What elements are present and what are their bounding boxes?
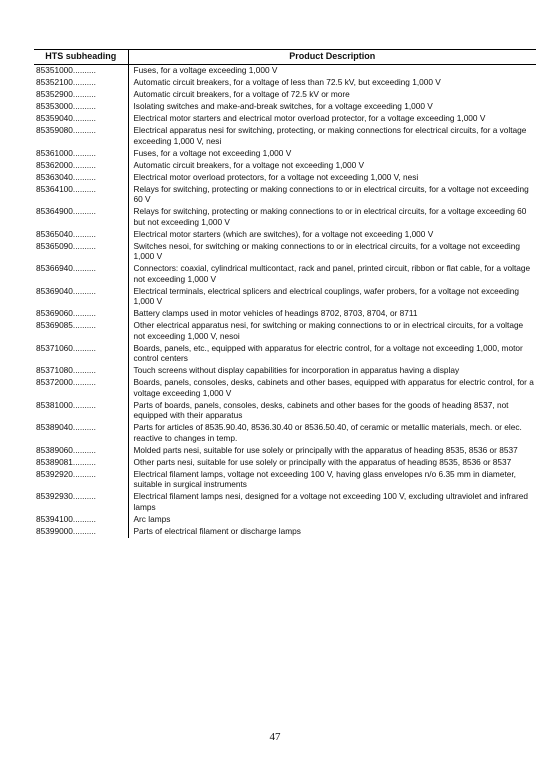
product-description-cell: Other parts nesi, suitable for use solely or principally with the apparatus of heading 8535, 8536 or 8537 [133, 456, 512, 467]
hts-code-cell: 85351000.......... [34, 65, 128, 78]
table-row [34, 400, 536, 423]
table-row [34, 241, 536, 264]
table-row [34, 101, 536, 113]
product-description-cell: Boards, panels, consoles, desks, cabinets and other bases, equipped with apparatus for electric control, for a voltage exceeding 1,000 V [133, 377, 534, 398]
hts-code-cell: 85371060.......... [34, 343, 128, 366]
table-row [34, 148, 536, 160]
product-description-cell: Other electrical apparatus nesi, for switching or making connections to or in electrical circuits, for a voltage not exceeding 1,000 V, nesoi [133, 320, 524, 341]
product-description-cell: Switches nesoi, for switching or making connections to or in electrical circuits, for a voltage not exceeding 1,000 V [133, 240, 520, 261]
header-row [34, 50, 536, 65]
table-row [34, 160, 536, 172]
table-row [34, 184, 536, 207]
product-description-cell: Electrical motor overload protectors, for a voltage not exceeding 1,000 V, nesi [133, 171, 419, 182]
table-header [34, 50, 536, 65]
table-row [34, 206, 536, 229]
table-row [34, 125, 536, 148]
table-row [34, 229, 536, 241]
table-row [34, 113, 536, 125]
hts-code-cell: 85399000.......... [34, 526, 128, 538]
product-description-cell: Electrical motor starters (which are switches), for a voltage not exceeding 1,000 V [133, 228, 434, 239]
hts-table [34, 49, 536, 538]
hts-code-cell: 85369060.......... [34, 308, 128, 320]
table-row [34, 377, 536, 400]
product-description-cell: Relays for switching, protecting or making connections to or in electrical circuits, for a voltage exceeding 60 but not exceeding 1,000 V [133, 206, 527, 227]
product-description-cell: Automatic circuit breakers, for a voltage of 72.5 kV or more [133, 89, 350, 99]
hts-code-cell: 85369085.......... [34, 320, 128, 343]
product-description-cell: Parts of electrical filament or discharge lamps [133, 525, 301, 536]
hts-code-cell: 85352100.......... [34, 77, 128, 89]
hts-code-cell: 85364100.......... [34, 184, 128, 207]
table-row [34, 422, 536, 445]
table-row [34, 320, 536, 343]
hts-code-cell: 85394100.......... [34, 514, 128, 526]
product-description-cell: Fuses, for a voltage not exceeding 1,000 V [133, 147, 292, 158]
hts-code-cell: 85353000.......... [34, 101, 128, 113]
product-description-cell: Automatic circuit breakers, for a voltage not exceeding 1,000 V [133, 159, 365, 170]
table-row [34, 89, 536, 101]
product-description-cell: Electrical filament lamps nesi, designed for a voltage not exceeding 100 V, excluding ultraviolet and infrared lamps [133, 491, 528, 512]
product-description-cell: Battery clamps used in motor vehicles of headings 8702, 8703, 8704, or 8711 [133, 308, 418, 318]
table-row [34, 77, 536, 89]
product-description-cell: Fuses, for a voltage exceeding 1,000 V [133, 65, 278, 75]
table-row [34, 365, 536, 377]
hts-code-cell: 85392920.......... [34, 469, 128, 492]
product-description-cell: Boards, panels, etc., equipped with apparatus for electric control, for a voltage not exceeding 1,000, motor control centers [133, 342, 523, 363]
table-row [34, 514, 536, 526]
table-body [34, 65, 536, 538]
product-description-cell: Isolating switches and make-and-break switches, for a voltage exceeding 1,000 V [133, 101, 433, 111]
table-row [34, 65, 536, 78]
hts-code-cell: 85364900.......... [34, 206, 128, 229]
table-row [34, 526, 536, 538]
table-row [34, 263, 536, 286]
product-description-cell: Automatic circuit breakers, for a voltage of less than 72.5 kV, but exceeding 1,000 V [133, 77, 441, 87]
product-description-cell: Arc lamps [133, 513, 171, 524]
product-description-cell: Touch screens without display capabilities for incorporation in apparatus having a display [133, 365, 460, 375]
table-row [34, 469, 536, 492]
page-number: 47 [269, 731, 281, 743]
hts-code-cell: 85389081.......... [34, 457, 128, 469]
table-row [34, 172, 536, 184]
hts-code-cell: 85361000.......... [34, 148, 128, 160]
hts-code-cell: 85352900.......... [34, 89, 128, 101]
product-description-cell: Electrical terminals, electrical splicers and electrical couplings, wafer probers, for a voltage not exceeding 1,000 V [133, 285, 520, 306]
hts-code-cell: 85369040.......... [34, 286, 128, 309]
hts-code-cell: 85381000.......... [34, 400, 128, 423]
hts-code-cell: 85389060.......... [34, 445, 128, 457]
hts-code-cell: 85359080.......... [34, 125, 128, 148]
product-description-cell: Electrical filament lamps, voltage not exceeding 100 V, having glass envelopes n/o 6.35 mm in diameter, suitable in surgical instruments [133, 468, 516, 489]
product-description-cell: Connectors: coaxial, cylindrical multicontact, rack and panel, printed circuit, ribbon or flat cable, for a voltage not exceeding 1,000 V [133, 263, 531, 284]
table-row [34, 308, 536, 320]
hts-code-cell: 85389040.......... [34, 422, 128, 445]
hts-code-cell: 85363040.......... [34, 172, 128, 184]
product-description-cell: Parts of boards, panels, consoles, desks, cabinets and other bases for the goods of heading 8537, not equipped with their apparatus [133, 399, 509, 420]
hts-code-cell: 85365040.......... [34, 229, 128, 241]
product-description-cell: Electrical motor starters and electrical motor overload protector, for a voltage exceeding 1,000 V [133, 113, 486, 123]
product-description-cell: Molded parts nesi, suitable for use solely or principally with the apparatus of heading 8535, 8536 or 8537 [133, 444, 518, 455]
product-description-cell: Relays for switching, protecting or making connections to or in electrical circuits, for a voltage not exceeding 60 V [133, 183, 529, 204]
table-row [34, 286, 536, 309]
product-description-cell: Electrical apparatus nesi for switching, protecting, or making connections for electrical circuits, for a voltage exceeding 1,000 V, nesi [133, 125, 527, 146]
table-row [34, 445, 536, 457]
hts-code-cell: 85365090.......... [34, 241, 128, 264]
hts-code-cell: 85392930.......... [34, 491, 128, 514]
hts-code-cell: 85372000.......... [34, 377, 128, 400]
product-description-cell: Parts for articles of 8535.90.40, 8536.30.40 or 8536.50.40, of ceramic or metallic materials, mech. or elec. reactive to changes in temp. [133, 422, 522, 443]
hts-code-cell: 85362000.......... [34, 160, 128, 172]
table-row [34, 457, 536, 469]
header-product-description: Product Description [128, 50, 536, 65]
hts-code-cell: 85371080.......... [34, 365, 128, 377]
header-hts-subheading: HTS subheading [34, 50, 128, 65]
hts-code-cell: 85366940.......... [34, 263, 128, 286]
hts-code-cell: 85359040.......... [34, 113, 128, 125]
table-row [34, 343, 536, 366]
table-row [34, 491, 536, 514]
